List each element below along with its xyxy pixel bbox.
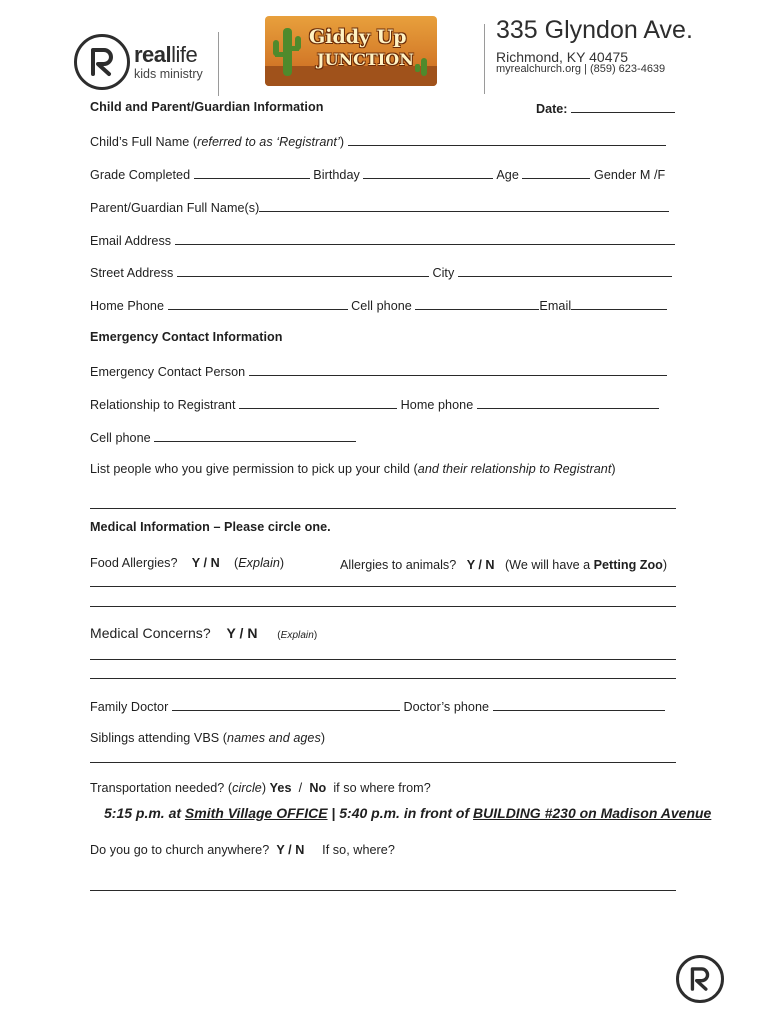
- child-name-field[interactable]: [90, 133, 666, 149]
- times-part-3: | 5:40 p.m. in front of: [327, 805, 474, 821]
- church-where: If so, where?: [322, 843, 395, 857]
- animal-allergies-yn[interactable]: Y / N: [466, 558, 495, 572]
- siblings-label: Siblings attending VBS (: [90, 731, 228, 745]
- siblings-line[interactable]: [90, 762, 676, 763]
- grade-label: Grade Completed: [90, 168, 191, 182]
- street-label: Street Address: [90, 266, 174, 280]
- medical-explain-text: Explain: [280, 630, 314, 641]
- birthday-label: Birthday: [313, 168, 360, 182]
- food-explain-open: (: [233, 556, 239, 570]
- transport-close: ): [261, 781, 267, 795]
- grade-line[interactable]: [194, 166, 310, 179]
- email-label: Email Address: [90, 234, 172, 248]
- logo-brand-text: real: [134, 42, 172, 67]
- cell-phone-label: Cell phone: [351, 299, 412, 313]
- times-part-1: 5:15 p.m. at: [104, 805, 185, 821]
- phone-row: [90, 297, 667, 313]
- cell-phone2-label: Cell phone: [90, 431, 151, 445]
- email-line[interactable]: [175, 232, 675, 245]
- siblings-close: ): [320, 731, 326, 745]
- church-yn[interactable]: Y / N: [276, 843, 305, 857]
- logo-subtitle: kids ministry: [134, 67, 203, 81]
- medical-concerns-row: [90, 625, 317, 641]
- cell-phone2-line[interactable]: [154, 429, 356, 442]
- petting-zoo-pre: (We will have a: [504, 558, 594, 572]
- transport-where: if so where from?: [333, 781, 431, 795]
- relationship-line[interactable]: [239, 396, 397, 409]
- home-phone2-line[interactable]: [477, 396, 659, 409]
- pickup-close: ): [611, 462, 616, 476]
- email-field[interactable]: [90, 232, 675, 248]
- email-short-line[interactable]: [571, 297, 667, 310]
- giddyup-junction-banner: [265, 16, 437, 86]
- home-phone2-label: Home phone: [400, 398, 474, 412]
- pickup-times: [104, 805, 711, 821]
- petting-zoo-text: Petting Zoo: [593, 558, 663, 572]
- times-part-2: Smith Village OFFICE: [184, 805, 328, 821]
- logo-r-icon: [74, 34, 130, 90]
- transport-row: [90, 781, 431, 795]
- pickup-note: and their relationship to Registrant: [417, 462, 612, 476]
- child-name-note: referred to as ‘Registrant’: [197, 135, 340, 149]
- date-line[interactable]: [571, 100, 675, 113]
- food-allergies-yn[interactable]: Y / N: [191, 556, 220, 570]
- child-name-label: Child’s Full Name (: [90, 135, 198, 149]
- age-label: Age: [496, 168, 519, 182]
- home-phone-line[interactable]: [168, 297, 348, 310]
- emergency-person-line[interactable]: [249, 363, 667, 376]
- doctor-phone-label: Doctor’s phone: [403, 700, 490, 714]
- emergency-person-field[interactable]: [90, 363, 667, 379]
- section-title-emergency: Emergency Contact Information: [90, 330, 283, 344]
- banner-title-line1: Giddy Up: [309, 26, 407, 48]
- medical-explain: [277, 630, 317, 641]
- address-web-phone: myrealchurch.org | (859) 623-4639: [496, 63, 666, 75]
- emergency-person-label: Emergency Contact Person: [90, 365, 246, 379]
- child-name-line[interactable]: [348, 133, 666, 146]
- street-line[interactable]: [177, 264, 429, 277]
- food-allergies-label: Food Allergies?: [90, 556, 178, 570]
- doctor-phone-line[interactable]: [493, 698, 665, 711]
- parent-name-field[interactable]: [90, 199, 669, 215]
- food-explain-close: ): [279, 556, 285, 570]
- parent-name-label: Parent/Guardian Full Name(s): [90, 201, 260, 215]
- church-label: Do you go to church anywhere?: [90, 843, 270, 857]
- date-label: Date:: [536, 102, 568, 116]
- email-short-label: Email: [539, 299, 572, 313]
- siblings-label-line: [90, 731, 325, 745]
- pickup-label: List people who you give permission to pick up your child (: [90, 462, 418, 476]
- date-field[interactable]: [536, 100, 675, 116]
- cell-phone2-field[interactable]: [90, 429, 356, 445]
- city-line[interactable]: [458, 264, 672, 277]
- transport-sep: /: [298, 781, 303, 795]
- medical-concerns-yn[interactable]: Y / N: [226, 625, 258, 641]
- food-explain-text: Explain: [238, 556, 280, 570]
- footer-r-logo-icon: [676, 955, 724, 1003]
- allergies-line-2[interactable]: [90, 606, 676, 607]
- siblings-note: names and ages: [227, 731, 321, 745]
- gender-label: Gender M /F: [594, 168, 666, 182]
- transport-yes[interactable]: Yes: [269, 781, 292, 795]
- church-line[interactable]: [90, 890, 676, 891]
- family-doctor-label: Family Doctor: [90, 700, 169, 714]
- medical-line-1[interactable]: [90, 659, 676, 660]
- address-city: Richmond, KY 40475: [496, 49, 629, 65]
- times-part-4: BUILDING #230 on Madison Avenue: [473, 805, 712, 821]
- logo-brand-text-2: life: [171, 42, 198, 67]
- church-row: [90, 843, 395, 857]
- family-doctor-line[interactable]: [172, 698, 400, 711]
- allergies-line-1[interactable]: [90, 586, 676, 587]
- reallife-logo: [74, 34, 224, 94]
- child-name-close: ): [339, 135, 345, 149]
- medical-line-2[interactable]: [90, 678, 676, 679]
- transport-no[interactable]: No: [309, 781, 327, 795]
- medical-explain-open: (: [277, 630, 281, 641]
- petting-zoo-close: ): [662, 558, 668, 572]
- birthday-line[interactable]: [363, 166, 493, 179]
- doctor-row: [90, 698, 665, 714]
- section-title-medical: Medical Information – Please circle one.: [90, 520, 331, 534]
- section-title-child-parent: Child and Parent/Guardian Information: [90, 100, 324, 114]
- relationship-label: Relationship to Registrant: [90, 398, 236, 412]
- age-line[interactable]: [522, 166, 590, 179]
- grade-birthday-row: [90, 166, 665, 182]
- pickup-line[interactable]: [90, 508, 676, 509]
- transport-label: Transportation needed? (: [90, 781, 233, 795]
- relationship-row: [90, 396, 659, 412]
- transport-note: circle: [232, 781, 262, 795]
- city-label: City: [432, 266, 455, 280]
- animal-allergies-label: Allergies to animals?: [340, 558, 457, 572]
- address-street: 335 Glyndon Ave.: [496, 16, 693, 44]
- cell-phone-line[interactable]: [415, 297, 539, 310]
- food-allergies-row: [90, 556, 284, 570]
- header-divider-2: [484, 24, 485, 94]
- pickup-label-line: [90, 462, 616, 476]
- medical-explain-close: ): [313, 630, 318, 641]
- medical-concerns-label: Medical Concerns?: [90, 625, 211, 641]
- banner-title-line2: JUNCTION: [317, 50, 414, 69]
- header-divider: [218, 32, 219, 96]
- animal-allergies-row: [340, 558, 667, 572]
- home-phone-label: Home Phone: [90, 299, 165, 313]
- address-row: [90, 264, 672, 280]
- parent-name-line[interactable]: [259, 199, 669, 212]
